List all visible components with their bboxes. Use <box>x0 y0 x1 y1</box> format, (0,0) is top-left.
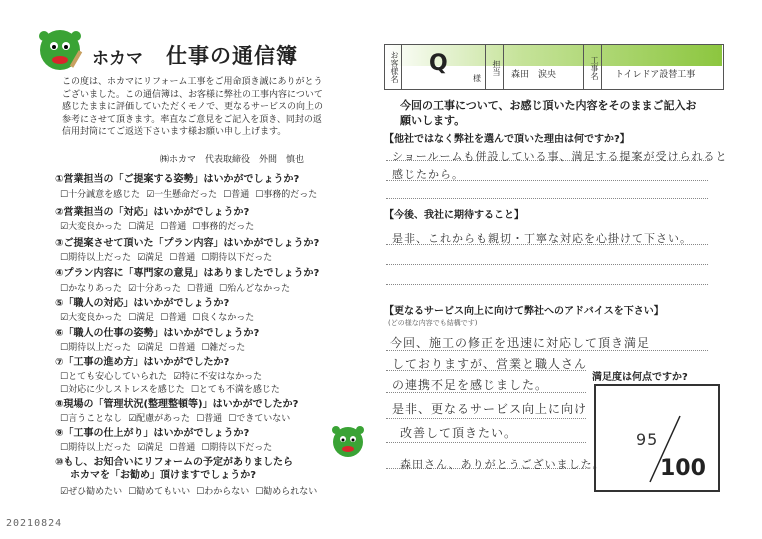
option[interactable]: ☐殆んどなかった <box>219 284 291 294</box>
option[interactable]: ☑ぜひ勧めたい <box>60 487 123 497</box>
option[interactable]: ☐普通 <box>196 414 223 424</box>
option[interactable]: ☐対応に少しストレスを感じた <box>60 385 185 395</box>
question-7-options-extra <box>60 384 286 396</box>
customer-initial: Q <box>429 51 448 76</box>
intro-signature: ㈱ホカマ 代表取締役 外間 慎也 <box>160 155 305 165</box>
option[interactable]: ☐満足 <box>128 222 155 232</box>
answer-3-line-4: 是非、更なるサービス向上に向け <box>392 402 588 416</box>
option[interactable]: ☐とても安心していられた <box>60 372 168 382</box>
question-7-options <box>60 371 268 383</box>
date-stamp: 20210824 <box>6 518 63 529</box>
option[interactable]: ☑配慮があった <box>128 414 191 424</box>
option[interactable]: ☐かなりあった <box>60 284 122 294</box>
answer-3-line-2: しておりますが、営業と職人さん <box>392 357 588 371</box>
option[interactable]: ☑満足 <box>137 343 164 353</box>
option[interactable]: ☐期待以上だった <box>60 253 132 263</box>
answer-3-line-1: 今回、施工の修正を迅速に対応して頂き満足 <box>390 336 651 350</box>
header-brand: ホカマ <box>92 49 143 69</box>
question-9-title: ⑨「工事の仕上がり」はいかがでしょうか? <box>55 428 250 439</box>
work-label: 工事名 <box>590 56 599 80</box>
option[interactable]: ☐勧めてもいい <box>128 487 191 497</box>
score-max: 100 <box>660 456 706 481</box>
option[interactable]: ☐勧められない <box>255 487 318 497</box>
option[interactable]: ☐普通 <box>186 284 214 294</box>
question-2-title: ②営業担当の「対応」はいかがでしょうか? <box>55 207 250 218</box>
mascot-logo-icon <box>30 20 90 80</box>
option[interactable]: ☑一生懸命だった <box>146 190 218 200</box>
option[interactable]: ☐良くなかった <box>192 313 255 323</box>
right-question-3-note: (どの様な内容でも結構です) <box>388 319 478 327</box>
question-4-title: ④プラン内容に「専門家の意見」はありましたでしょうか? <box>55 268 320 279</box>
question-5-title: ⑤「職人の対応」はいかがでしょうか? <box>55 298 230 309</box>
question-8-options <box>60 413 296 425</box>
mascot-small-icon <box>326 418 370 464</box>
question-10-options <box>60 486 323 498</box>
option[interactable]: ☐期待以上だった <box>60 343 132 353</box>
option[interactable]: ☐普通 <box>169 343 196 353</box>
option[interactable]: ☐普通 <box>223 190 250 200</box>
option[interactable]: ☐わからない <box>196 487 250 497</box>
option[interactable]: ☐普通 <box>169 253 196 263</box>
work-name: トイレドア設替工事 <box>615 70 696 80</box>
option[interactable]: ☐期待以下だった <box>201 443 273 453</box>
option[interactable]: ☐普通 <box>169 443 196 453</box>
option[interactable]: ☐言うことなし <box>60 414 123 424</box>
question-3-options <box>60 252 278 264</box>
option[interactable]: ☐雑だった <box>201 343 246 353</box>
right-question-1: 【他社ではなく弊社を選んで頂いた理由は何ですか?】 <box>384 134 630 145</box>
right-question-3: 【更なるサービス向上に向けて弊社へのアドバイスを下さい】 <box>384 306 664 317</box>
answer-3-line-5: 改善して頂きたい。 <box>400 426 518 440</box>
option[interactable]: ☐十分誠意を感じた <box>60 190 141 200</box>
question-7-title: ⑦「工事の進め方」はいかがでしたか? <box>55 357 230 368</box>
question-2-options <box>60 221 260 233</box>
customer-honorific: 様 <box>473 74 481 83</box>
question-4-options <box>60 283 296 295</box>
question-6-options <box>60 342 251 354</box>
option[interactable]: ☑大変良かった <box>60 313 123 323</box>
question-9-options <box>60 442 278 454</box>
option[interactable]: ☐できていない <box>228 414 291 424</box>
question-10-subtitle: ホカマを「お勧め」頂けますでしょうか? <box>70 470 257 481</box>
option[interactable]: ☑満足 <box>137 443 164 453</box>
question-1-title: ①営業担当の「ご提案する姿勢」はいかがでしょうか? <box>55 174 300 185</box>
option[interactable]: ☐事務的だった <box>255 190 318 200</box>
staff-name: 森田 涙央 <box>511 70 557 80</box>
question-10-title: ⑩もし、お知合いにリフォームの予定がありましたら <box>55 457 293 468</box>
score-given: 95 <box>636 430 659 449</box>
option[interactable]: ☑満足 <box>137 253 164 263</box>
customer-label: お客様名 <box>390 51 399 83</box>
question-1-options <box>60 189 323 201</box>
question-3-title: ③ご提案させて頂いた「プラン内容」はいかがでしょうか? <box>55 238 320 249</box>
question-8-title: ⑧現場の「管理状況(整理整頓等)」はいかがでしたか? <box>55 399 299 410</box>
question-5-options <box>60 312 260 324</box>
page-title: 仕事の通信簿 <box>166 44 298 68</box>
right-question-2: 【今後、我社に期待すること】 <box>384 210 524 221</box>
answer-2-line-1: 是非、これからも親切・丁寧な対応を心掛けて下さい。 <box>392 232 692 245</box>
option[interactable]: ☐事務的だった <box>192 222 255 232</box>
option[interactable]: ☐普通 <box>160 222 187 232</box>
answer-1-line-1: ショールームも併設している事、満足する提案が受けられると <box>392 150 728 163</box>
right-lead: 今回の工事について、お感じ頂いた内容をそのままご記入お願いします。 <box>400 99 697 127</box>
customer-table <box>384 44 724 90</box>
option[interactable]: ☐満足 <box>128 313 155 323</box>
option[interactable]: ☐期待以下だった <box>201 253 273 263</box>
intro-text: この度は、ホカマにリフォーム工事をご用命頂き誠にありがとうございました。この通信簿は、お客様に弊社の工事内容について感じたままに評価していただくモノで、更なるサービスの向上の参考にさせて頂きます。率直なご意見をご記入を頂き、同封の返信用封筒にてご返送下さいます様お願い申し上げます。 <box>62 77 324 138</box>
staff-label: 担当 <box>492 60 501 76</box>
answer-3-line-3: の連携不足を感じました。 <box>392 378 549 392</box>
option[interactable]: ☑特に不安はなかった <box>173 372 263 382</box>
option[interactable]: ☐普通 <box>160 313 187 323</box>
option[interactable]: ☐期待以上だった <box>60 443 132 453</box>
answer-3-line-6: 森田さん、ありがとうございました。 <box>400 458 605 471</box>
score-label: 満足度は何点ですか? <box>592 372 688 383</box>
answer-1-line-2: 感じたから。 <box>392 168 464 181</box>
question-6-title: ⑥「職人の仕事の姿勢」はいかがでしょうか? <box>55 328 260 339</box>
option[interactable]: ☐とても不満を感じた <box>190 385 280 395</box>
score-box <box>594 384 720 492</box>
option[interactable]: ☑十分あった <box>127 284 181 294</box>
option[interactable]: ☑大変良かった <box>60 222 123 232</box>
